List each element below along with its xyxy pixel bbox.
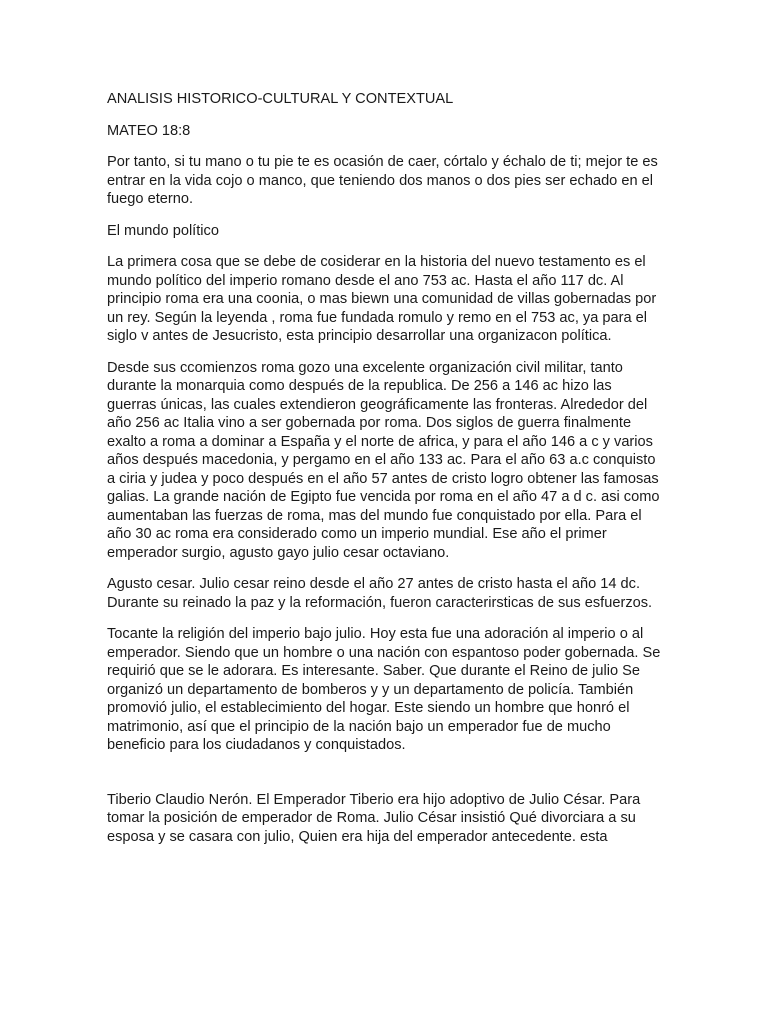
- paragraph-tiberius: Tiberio Claudio Nerón. El Emperador Tiberio era hijo adoptivo de Julio César. Para tomar la posición de emperador de Roma. Julio César insistió Qué divorciara a su esposa y se casara con julio, Quien era hija del emperador antecedente. esta: [107, 791, 641, 845]
- paragraph-religion: Tocante la religión del imperio bajo julio. Hoy esta fue una adoración al imperio o al emperador. Siendo que un hombre o una nación con espantoso poder gobernada. Se requirió que se le adorara. Es interesante. Saber. Que durante el Reino de julio Se organizó un departamento de bomberos y y un departamento de policía. También promovió julio, el establecimiento del hogar. Este siendo un hombre que honró el matrimonio, así que el principio de la nación bajo un emperador fue de mucho beneficio para los ciudadanos y conquistados.: [107, 626, 661, 753]
- paragraph-roman-organization: Desde sus ccomienzos roma gozo una excelente organización civil militar, tanto durante la monarquia como después de la republica. De 256 a 146 ac hizo las guerras únicas, las cuales extendieron geográficamente las fronteras. Alrededor del año 256 ac Italia vino a ser gobernada por roma. Dos siglos de guerra finalmente exalto a roma a dominar a España y el norte de africa, y para el año 146 a c y varios años después macedonia, y pergamo en el año 133 ac. Para el año 63 a.c conquisto a ciria y judea y poco después en el año 57 antes de cristo logro obtener las famosas galias. La grande nación de Egipto fue vencida por roma en el año 47 a d c. asi como aumentaban las fuerzas de roma, mas del mundo fue conquistado por ella. Para el año 30 ac roma era considerado como un imperio mundial. Ese año el primer emperador surgio, agusto gayo julio cesar octaviano.: [107, 359, 660, 561]
- section-heading: El mundo político: [107, 222, 219, 239]
- paragraph-augustus: Agusto cesar. Julio cesar reino desde el año 27 antes de cristo hasta el año 14 dc. Durante su reinado la paz y la reformación, fueron caracterirsticas de sus esfuerzos.: [107, 576, 653, 611]
- blank-line: [107, 768, 663, 791]
- document-title: ANALISIS HISTORICO-CULTURAL Y CONTEXTUAL: [107, 91, 454, 107]
- scripture-verse: Por tanto, si tu mano o tu pie te es ocasión de caer, córtalo y échalo de ti; mejor te es entrar en la vida cojo o manco, que teniendo dos manos o dos pies ser echado en el fuego eterno.: [107, 154, 658, 207]
- scripture-reference: MATEO 18:8: [107, 122, 191, 139]
- paragraph-political-world: La primera cosa que se debe de cosiderar en la historia del nuevo testamento es el mundo político del imperio romano desde el ano 753 ac. Hasta el año 117 dc. Al principio roma era una coonia, o mas biewn una comunidad de villas gobernadas por un rey. Según la leyenda , roma fue fundada romulo y remo en el 753 ac, ya para el siglo v antes de Jesucristo, esta principio desarrollar una organizacon política.: [107, 254, 657, 344]
- document-body: [107, 90, 663, 859]
